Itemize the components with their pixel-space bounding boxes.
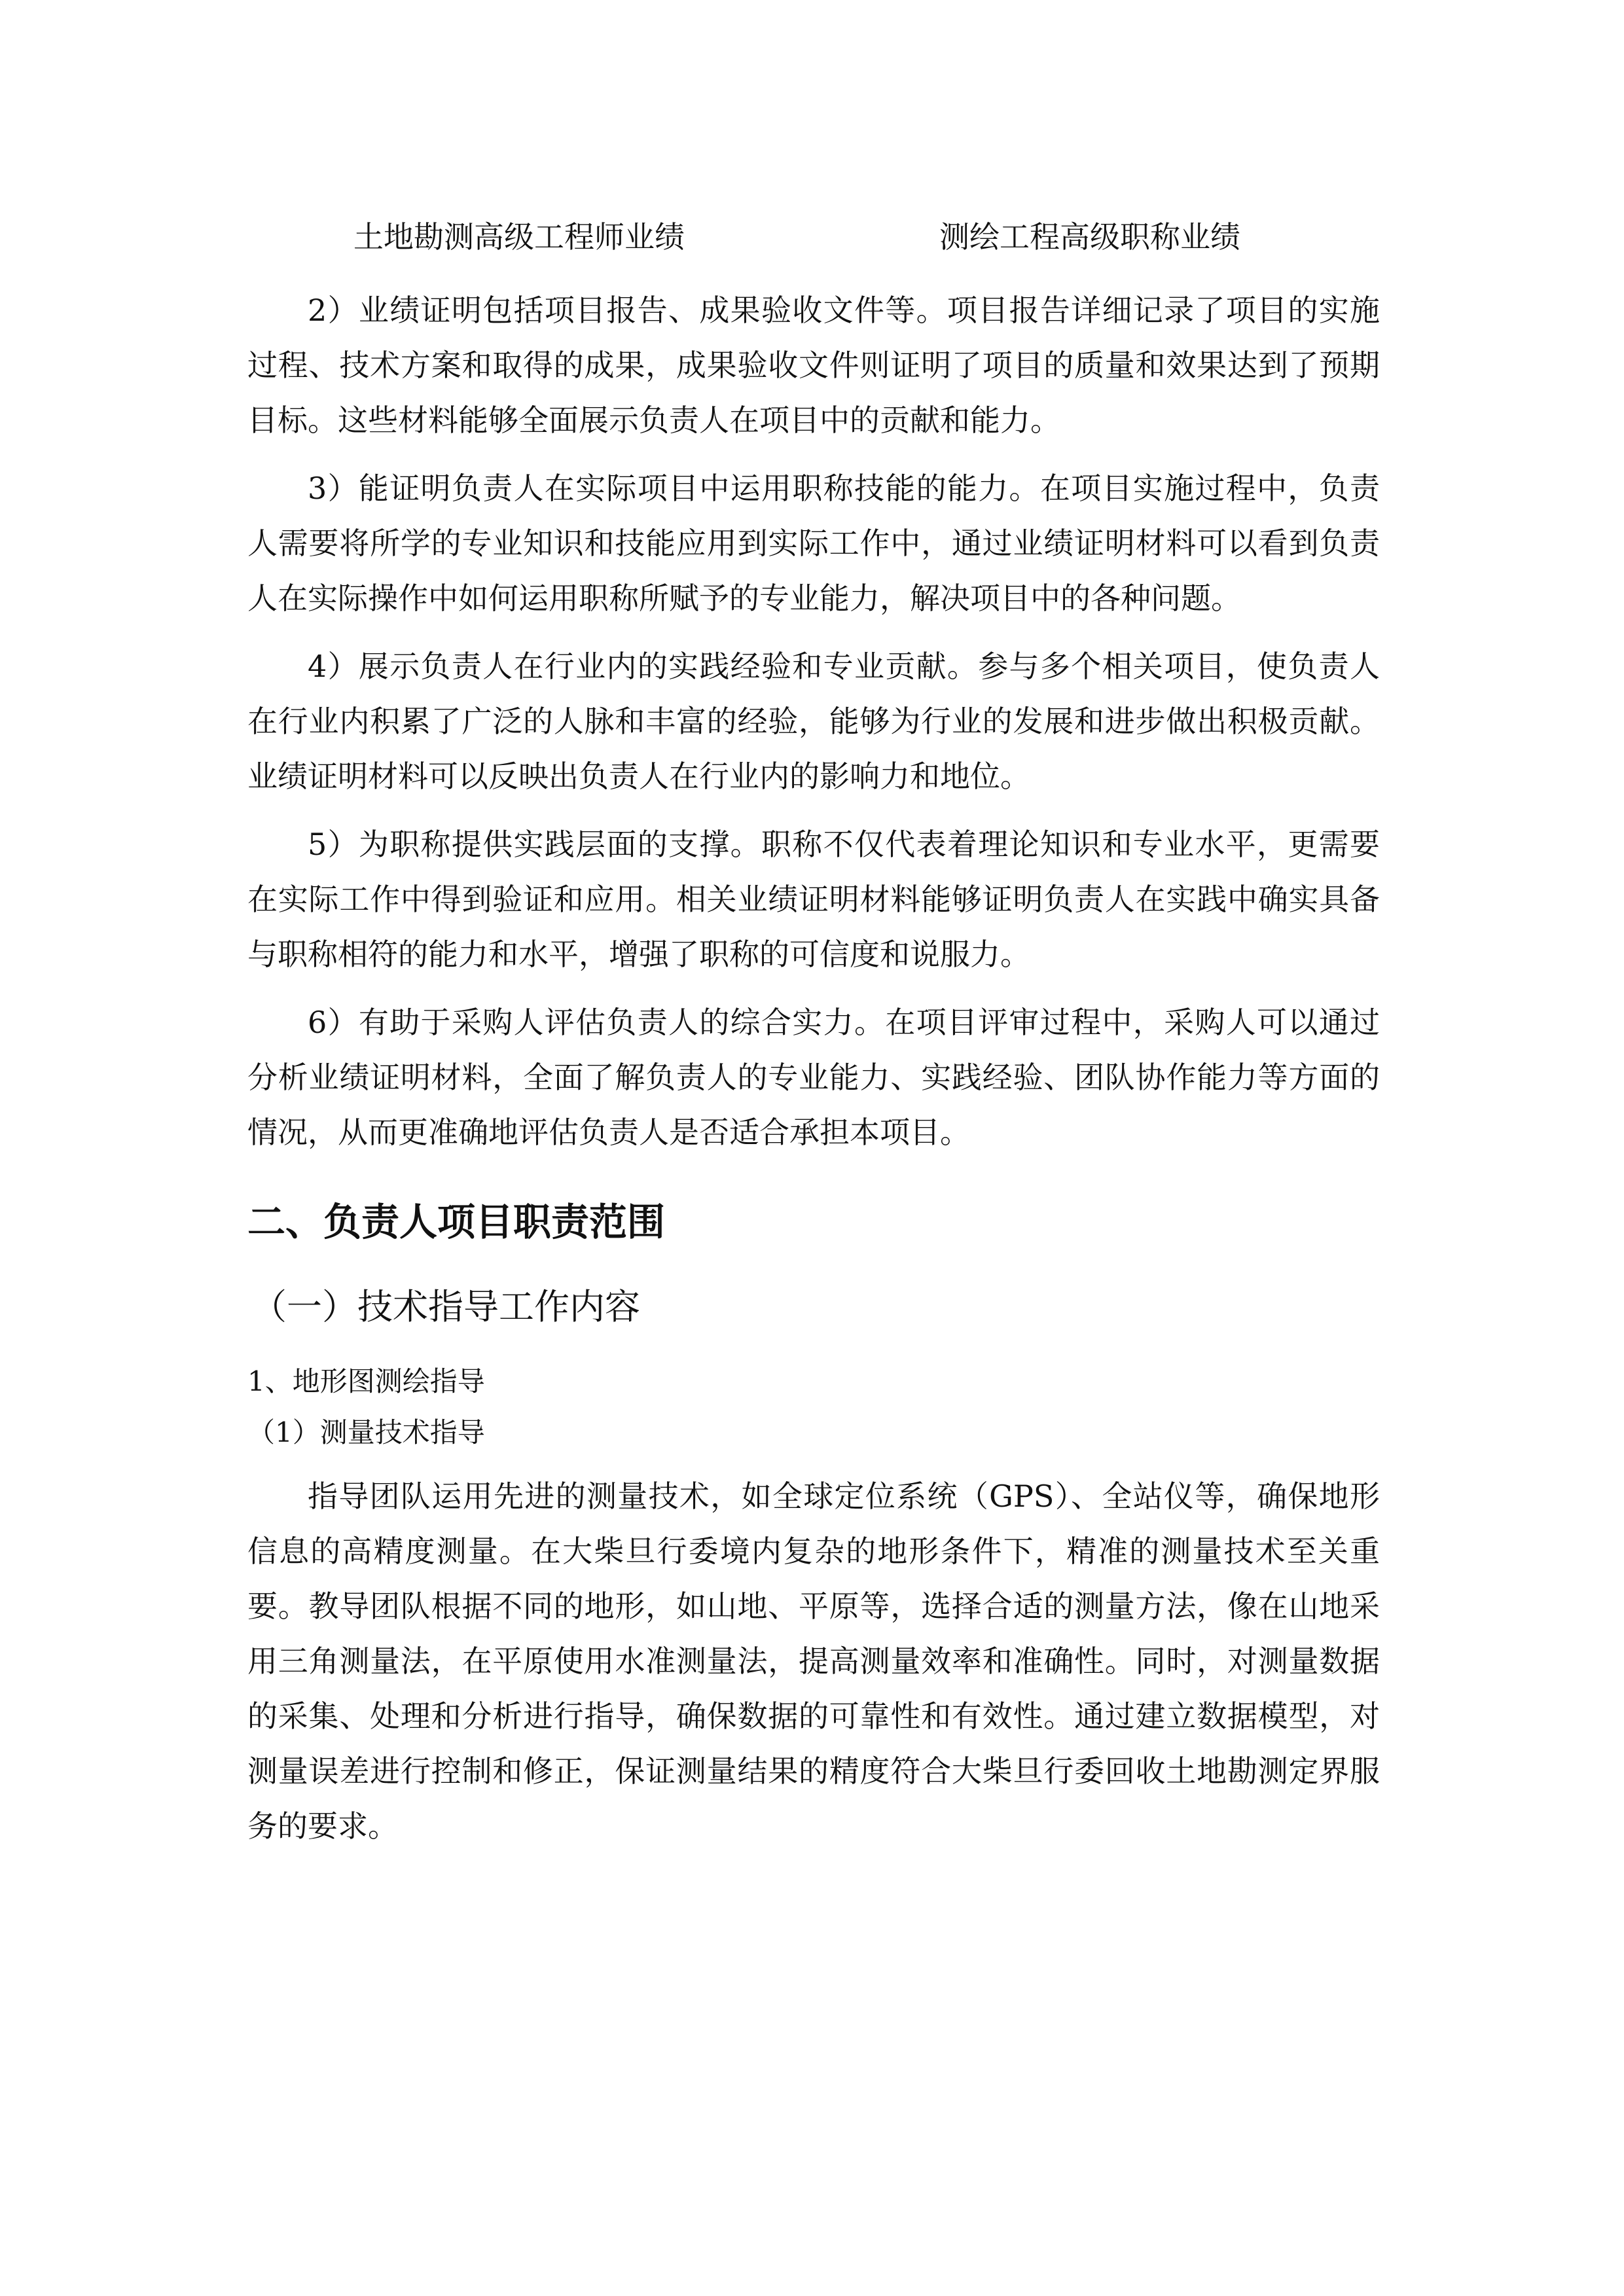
caption-left: 土地勘测高级工程师业绩 — [353, 219, 685, 255]
document-body — [247, 283, 1380, 1867]
paragraph-item-3: 3）能证明负责人在实际项目中运用职称技能的能力。在项目实施过程中，负责人需要将所学的专业知识和技能应用到实际工作中，通过业绩证明材料可以看到负责人在实际操作中如何运用职称所赋予的专业能力，解决项目中的各种问题。 — [247, 471, 1380, 616]
paragraph-item-2: 2）业绩证明包括项目报告、成果验收文件等。项目报告详细记录了项目的实施过程、技术方案和取得的成果，成果验收文件则证明了项目的质量和效果达到了预期目标。这些材料能够全面展示负责人在项目中的贡献和能力。 — [247, 293, 1380, 438]
paragraph-measurement-guidance: 指导团队运用先进的测量技术，如全球定位系统（GPS）、全站仪等，确保地形信息的高精度测量。在大柴旦行委境内复杂的地形条件下，精准的测量技术至关重要。教导团队根据不同的地形，如山地、平原等，选择合适的测量方法，像在山地采用三角测量法，在平原使用水准测量法，提高测量效率和准确性。同时，对测量数据的采集、处理和分析进行指导，确保数据的可靠性和有效性。通过建立数据模型，对测量误差进行控制和修正，保证测量结果的精度符合大柴旦行委回收土地勘测定界服务的要求。 — [247, 1479, 1380, 1844]
section-heading: 二、负责人项目职责范围 — [247, 1200, 666, 1244]
subtopic-heading: （1）测量技术指导 — [247, 1416, 485, 1448]
paragraph-item-4: 4）展示负责人在行业内的实践经验和专业贡献。参与多个相关项目，使负责人在行业内积累了广泛的人脉和丰富的经验，能够为行业的发展和进步做出积极贡献。业绩证明材料可以反映出负责人在行业内的影响力和地位。 — [247, 649, 1380, 794]
subsection-heading: （一）技术指导工作内容 — [251, 1286, 640, 1327]
paragraph-item-5: 5）为职称提供实践层面的支撑。职称不仅代表着理论知识和专业水平，更需要在实际工作中得到验证和应用。相关业绩证明材料能够证明负责人在实践中确实具备与职称相符的能力和水平，增强了职称的可信度和说服力。 — [247, 827, 1380, 972]
image-captions — [0, 211, 1624, 263]
paragraph-item-6: 6）有助于采购人评估负责人的综合实力。在项目评审过程中，采购人可以通过分析业绩证明材料，全面了解负责人的专业能力、实践经验、团队协作能力等方面的情况，从而更准确地评估负责人是否适合承担本项目。 — [247, 1005, 1380, 1150]
topic-heading: 1、地形图测绘指导 — [247, 1365, 485, 1397]
caption-right: 测绘工程高级职称业绩 — [939, 219, 1240, 255]
